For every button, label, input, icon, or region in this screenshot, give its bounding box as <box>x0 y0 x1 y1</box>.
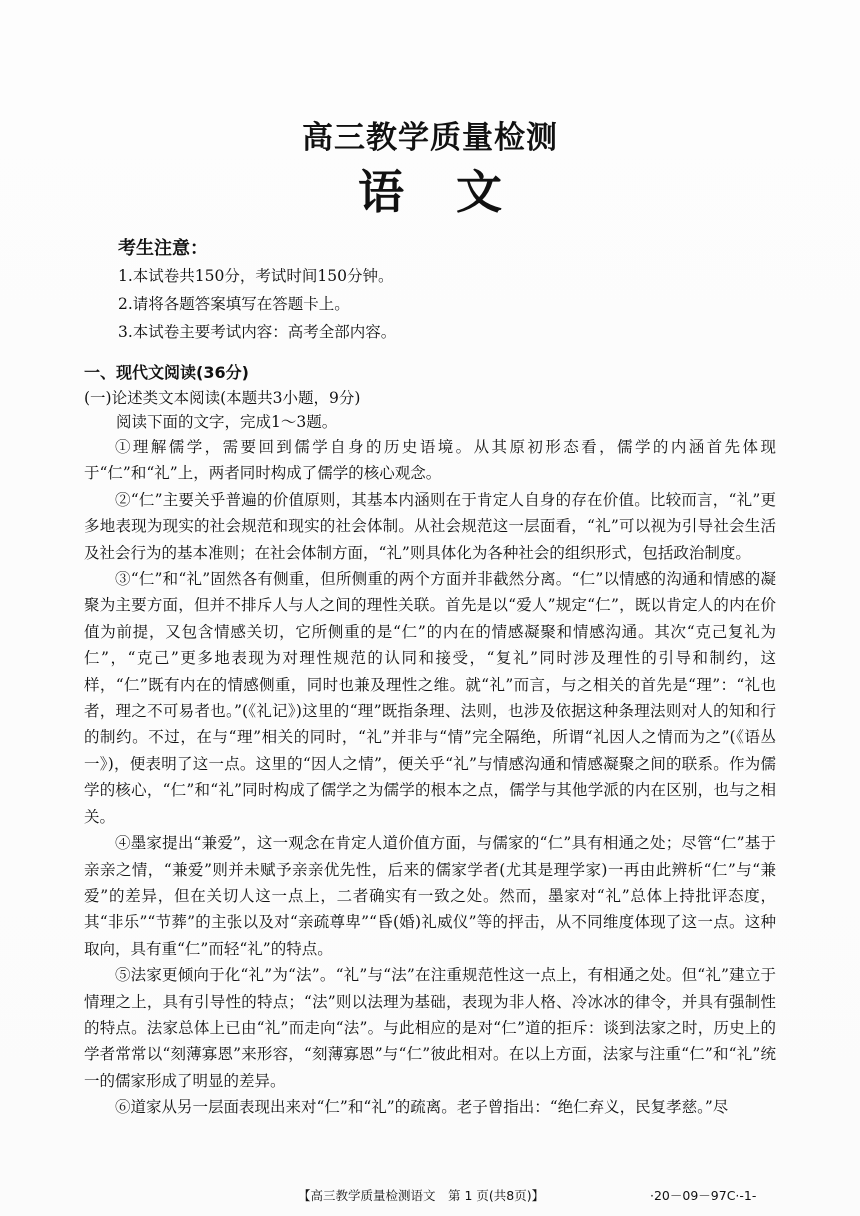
passage-paragraph-2: ②“仁”主要关乎普遍的价值原则，其基本内涵则在于肯定人自身的存在价值。比较而言，“礼”更多地表现为现实的社会规范和现实的社会体制。从社会规范这一层面看，“礼”可以视为引导社会生活及社会行为的基本准则；在社会体制方面，“礼”则具体化为各种社会的组织形式，包括政治制度。 <box>84 490 776 562</box>
passage-paragraph-5: ⑤法家更倾向于化“礼”为“法”。“礼”与“法”在注重规范性这一点上，有相通之处。但“礼”建立于情理之上，具有引导性的特点；“法”则以法理为基础，表现为非人格、冷冰冰的律令，并具有强制性的特点。法家总体上已由“礼”而走向“法”。与此相应的是对“仁”道的拒斥：谈到法家之时，历史上的学者常常以“刻薄寡恩”来形容，“刻薄寡恩”与“仁”彼此相对。在以上方面，法家与注重“仁”和“礼”统一的儒家形成了明显的差异。 <box>84 966 776 1090</box>
notice-heading: 考生注意： <box>118 238 208 259</box>
sub-section-heading: (一)论述类文本阅读(本题共3小题，9分) <box>84 389 361 407</box>
passage-paragraph-6: ⑥道家从另一层面表现出来对“仁”和“礼”的疏离。老子曾指出：“绝仁弃义，民复孝慈。”尽 <box>115 1098 729 1117</box>
notice-item: 1.本试卷共150分，考试时间150分钟。 <box>118 267 394 285</box>
passage-paragraph-4: ④墨家提出“兼爱”，这一观念在肯定人道价值方面，与儒家的“仁”具有相通之处；尽管“仁”基于亲亲之情，“兼爱”则并未赋予亲亲优先性，后来的儒家学者(尤其是理学家)一再由此辨析“仁”与“兼爱”的差异，但在关切人这一点上，二者确实有一致之处。然而，墨家对“礼”总体上持批评态度，其“非乐”“节葬”的主张以及对“亲疏尊卑”“昏(婚)礼威仪”等的抨击，从不同维度体现了这一点。这种取向，具有重“仁”而轻“礼”的特点。 <box>84 834 776 958</box>
exam-code: ·20－09－97C·-1- <box>650 1188 757 1203</box>
section-heading: 一、现代文阅读(36分) <box>84 363 249 382</box>
passage-paragraph-3: ③“仁”和“礼”固然各有侧重，但所侧重的两个方面并非截然分离。“仁”以情感的沟通和情感的凝聚为主要方面，但并不排斥人与人之间的理性关联。首先是以“爱人”规定“仁”，既以肯定人的内在价值为前提，又包含情感关切，它所侧重的是“仁”的内在的情感凝聚和情感沟通。其次“克己复礼为仁”，“克己”更多地表现为对理性规范的认同和接受，“复礼”同时涉及理性的引导和制约，这样，“仁”既有内在的情感侧重，同时也兼及理性之维。就“礼”而言，与之相关的首先是“理”：“礼也者，理之不可易者也。”(《礼记》)这里的“理”既指条理、法则，也涉及依据这种条理法则对人的知和行的制约。不过，在与“理”相关的同时，“礼”并非与“情”完全隔绝，所谓“礼因人之情而为之”(《语丛一》)，便表明了这一点。这里的“因人之情”，便关乎“礼”与情感沟通和情感凝聚之间的联系。作为儒学的核心，“仁”和“礼”同时构成了儒学之为儒学的根本之点，儒学与其他学派的内在区别，也与之相关。 <box>84 570 776 826</box>
passage <box>84 434 776 1121</box>
page-footer: 【高三教学质量检测语文 第 1 页(共8页)】 <box>298 1188 545 1203</box>
notice-list <box>118 262 396 346</box>
subject-title: 语文 <box>358 165 554 219</box>
notice-item: 2.请将各题答案填写在答题卡上。 <box>118 295 350 313</box>
reading-instruction: 阅读下面的文字，完成1～3题。 <box>116 413 338 431</box>
passage-paragraph-1: ①理解儒学，需要回到儒学自身的历史语境。从其原初形态看，儒学的内涵首先体现于“仁”和“礼”上，两者同时构成了儒学的核心观念。 <box>84 438 776 483</box>
exam-title: 高三教学质量检测 <box>302 120 558 156</box>
notice-item: 3.本试卷主要考试内容：高考全部内容。 <box>118 323 397 341</box>
